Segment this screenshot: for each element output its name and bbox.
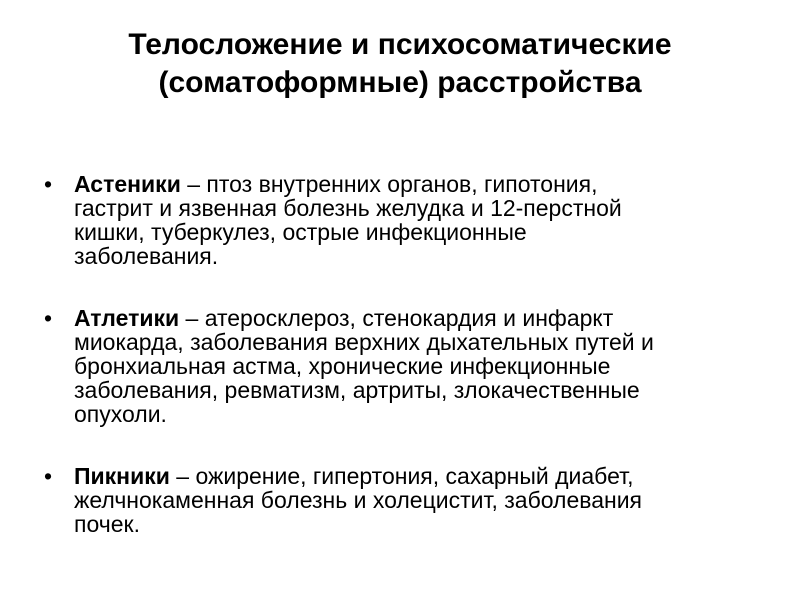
list-item-asthenics [44,172,759,268]
item-text-line: желчнокаменная болезнь и холецистит, заболевания [74,487,643,513]
bullet-list [44,172,759,574]
list-item-athletics [44,306,759,426]
list-item-picnics [44,464,759,536]
item-text: – птоз внутренних органов, гипотония, [180,171,598,197]
bullet-icon: • [44,463,53,489]
item-first-line [74,464,759,488]
term-picnics: Пикники [74,463,170,489]
item-text-line: миокарда, заболевания верхних дыхательных путей и [74,329,654,355]
item-text-line: бронхиальная астма, хронические инфекционные [74,353,611,379]
item-text-line: почек. [74,511,140,537]
item-text-line: заболевания, ревматизм, артриты, злокачественные [74,377,640,403]
item-first-line [74,172,759,196]
item-text: – атеросклероз, стенокардия и инфаркт [179,305,614,331]
title-line-1: Телосложение и психосоматические [128,28,672,61]
item-text-line: кишки, туберкулез, острые инфекционные [74,219,527,245]
term-athletics: Атлетики [74,305,180,331]
item-text: – ожирение, гипертония, сахарный диабет, [169,463,634,489]
term-asthenics: Астеники [74,171,181,197]
slide-title [40,26,760,102]
item-text-line: заболевания. [74,243,219,269]
item-text-line: опухоли. [74,401,167,427]
bullet-icon: • [44,171,53,197]
title-line-2: (соматоформные) расстройства [158,66,642,99]
item-text-line: гастрит и язвенная болезнь желудка и 12-перстной [74,195,622,221]
bullet-icon: • [44,305,53,331]
item-first-line [74,306,759,330]
